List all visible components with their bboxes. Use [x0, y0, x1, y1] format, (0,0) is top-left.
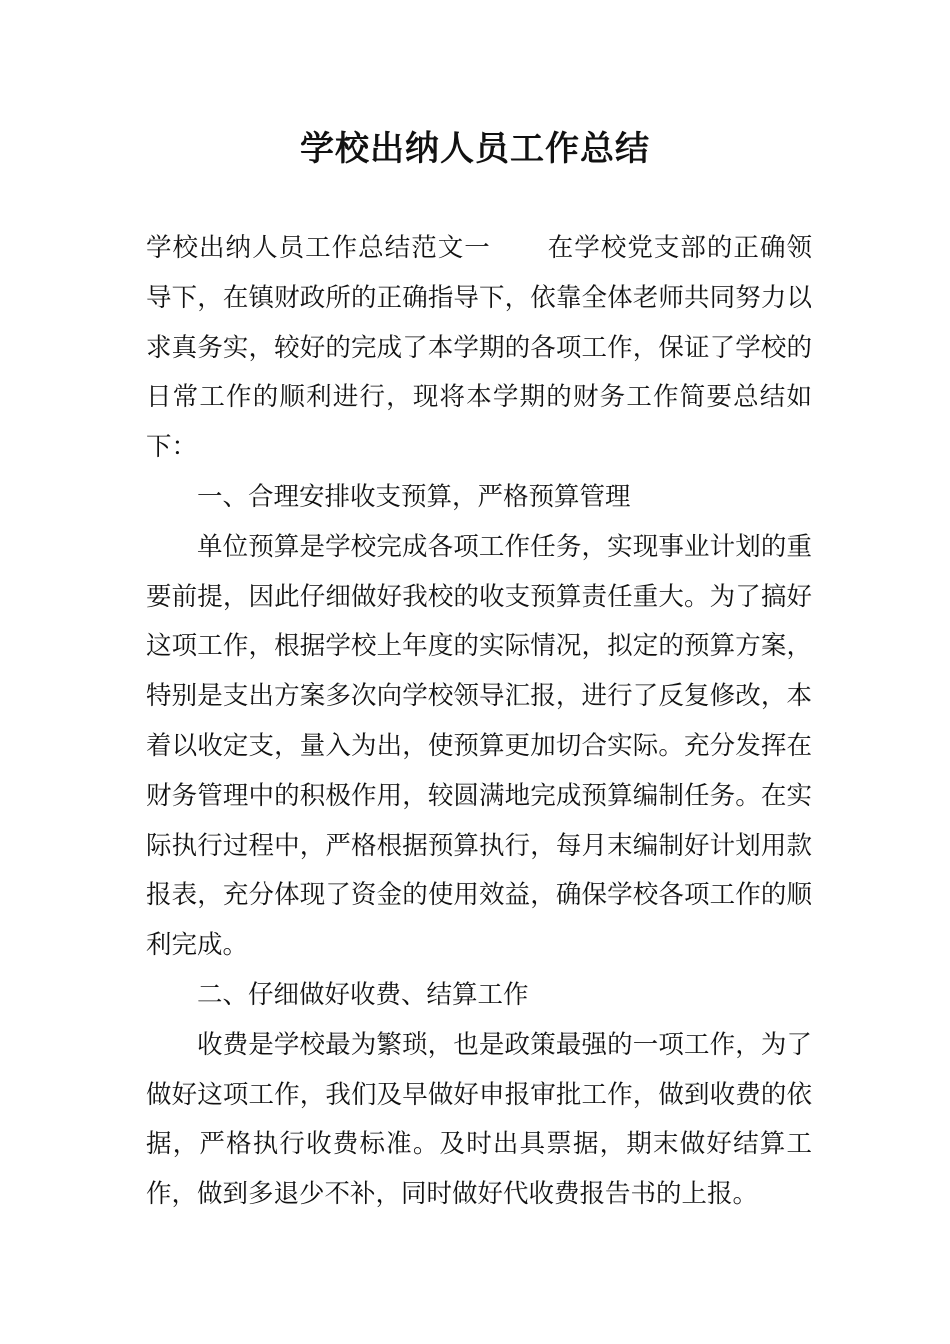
intro-paragraph — [146, 224, 812, 473]
document-body — [146, 224, 812, 1220]
section2-paragraph: 收费是学校最为繁琐，也是政策最强的一项工作，为了做好这项工作，我们及早做好申报审批工作，做到收费的依据，严格执行收费标准。及时出具票据，期末做好结算工作，做到多退少不补，同时做好代收费报告书的上报。 — [146, 1029, 812, 1210]
intro-text: 在学校党支部的正确领导下，在镇财政所的正确指导下，依靠全体老师共同努力以求真务实，较好的完成了本学期的各项工作，保证了学校的日常工作的顺利进行，现将本学期的财务工作简要总结如下： — [146, 233, 812, 463]
section1-paragraph: 单位预算是学校完成各项工作任务，实现事业计划的重要前提，因此仔细做好我校的收支预算责任重大。为了搞好这项工作，根据学校上年度的实际情况，拟定的预算方案，特别是支出方案多次向学校领导汇报，进行了反复修改，本着以收定支，量入为出，使预算更加切合实际。充分发挥在财务管理中的积极作用，较圆满地完成预算编制任务。在实际执行过程中，严格根据预算执行，每月末编制好计划用款报表，充分体现了资金的使用效益，确保学校各项工作的顺利完成。 — [146, 531, 812, 961]
section2-heading: 二、仔细做好收费、结算工作 — [197, 979, 529, 1010]
document-title: 学校出纳人员工作总结 — [300, 129, 650, 169]
intro-label: 学校出纳人员工作总结范文一 — [146, 233, 491, 263]
section1-heading: 一、合理安排收支预算，严格预算管理 — [197, 481, 631, 512]
